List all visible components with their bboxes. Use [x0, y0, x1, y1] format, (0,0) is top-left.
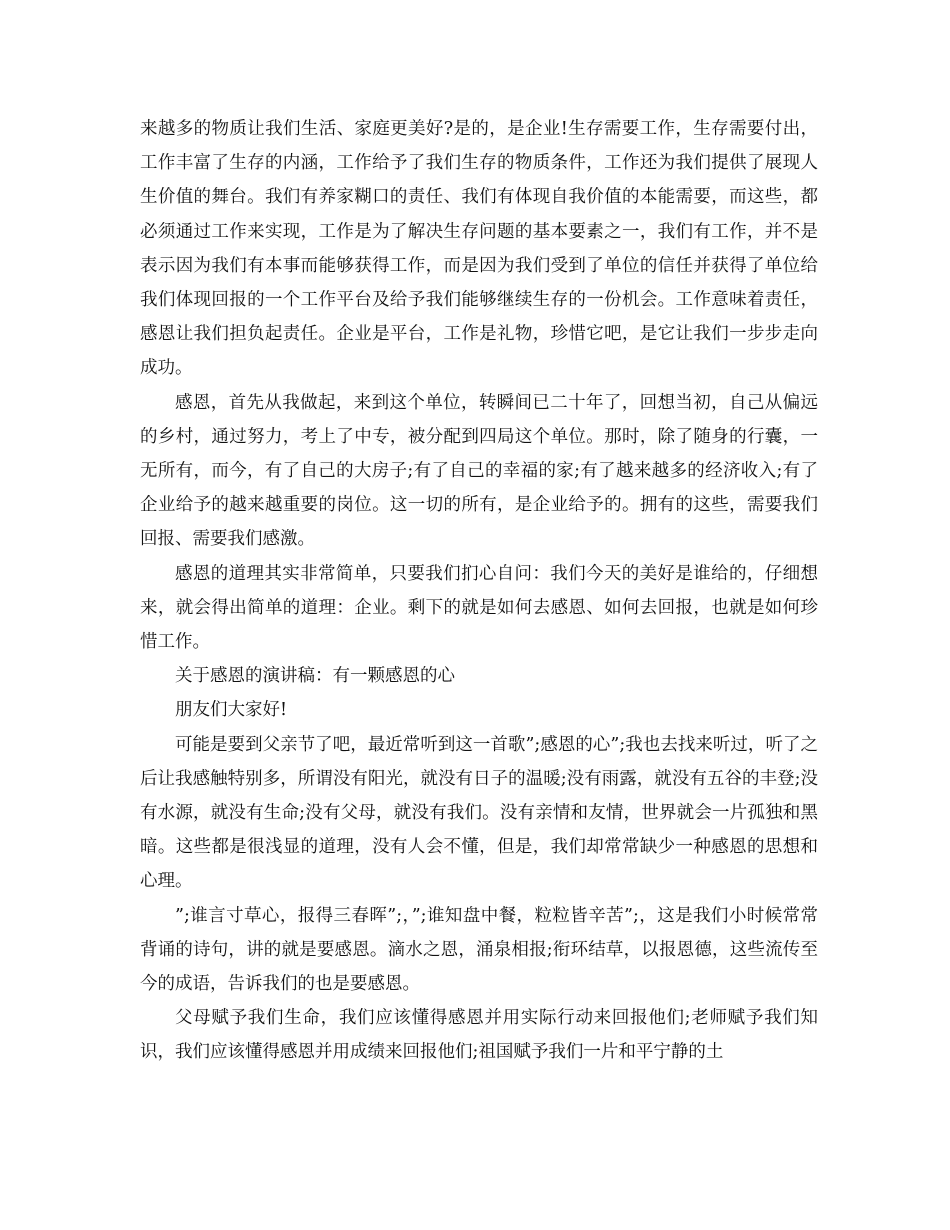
speech-title: 关于感恩的演讲稿：有一颗感恩的心: [175, 666, 455, 687]
paragraph-3: 感恩的道理其实非常简单，只要我们扪心自问：我们今天的美好是谁给的，仔细想来，就会得出简单的道理：企业。剩下的就是如何去感恩、如何去回报，也就是如何珍惜工作。: [140, 563, 818, 653]
paragraph-6: 可能是要到父亲节了吧，最近常听到这一首歌”;感恩的心”;我也去找来听过，听了之后让我感触特别多，所谓没有阳光，就没有日子的温暖;没有雨露，就没有五谷的丰登;没有水源，就没有生命;没有父母，就没有我们。没有亲情和友情，世界就会一片孤独和黑暗。这些都是很浅显的道理，没有人会不懂，但是，我们却常常缺少一种感恩的思想和心理。: [140, 734, 818, 892]
paragraph-8: 父母赋予我们生命，我们应该懂得感恩并用实际行动来回报他们;老师赋予我们知识，我们应该懂得感恩并用成绩来回报他们;祖国赋予我们一片和平宁静的土: [140, 1008, 818, 1063]
document-body: [140, 112, 818, 1070]
paragraph-2: 感恩，首先从我做起，来到这个单位，转瞬间已二十年了，回想当初，自己从偏远的乡村，通过努力，考上了中专，被分配到四局这个单位。那时，除了随身的行囊，一无所有，而今，有了自己的大房子;有了自己的幸福的家;有了越来越多的经济收入;有了企业给予的越来越重要的岗位。这一切的所有，是企业给予的。拥有的这些，需要我们回报、需要我们感激。: [140, 392, 818, 550]
paragraph-1: 来越多的物质让我们生活、家庭更美好?是的，是企业!生存需要工作，生存需要付出，工作丰富了生存的内涵，工作给予了我们生存的物质条件，工作还为我们提供了展现人生价值的舞台。我们有养家糊口的责任、我们有体现自我价值的本能需要，而这些，都必须通过工作来实现，工作是为了解决生存问题的基本要素之一，我们有工作，并不是表示因为我们有本事而能够获得工作，而是因为我们受到了单位的信任并获得了单位给我们体现回报的一个工作平台及给予我们能够继续生存的一份机会。工作意味着责任，感恩让我们担负起责任。企业是平台，工作是礼物，珍惜它吧，是它让我们一步步走向成功。: [140, 119, 818, 379]
greeting: 朋友们大家好!: [175, 700, 288, 721]
paragraph-7: ”;谁言寸草心，报得三春晖”;，”;谁知盘中餐，粒粒皆辛苦”;，这是我们小时候常常背诵的诗句，讲的就是要感恩。滴水之恩，涌泉相报;衔环结草，以报恩德，这些流传至今的成语，告诉我们的也是要感恩。: [140, 905, 818, 995]
